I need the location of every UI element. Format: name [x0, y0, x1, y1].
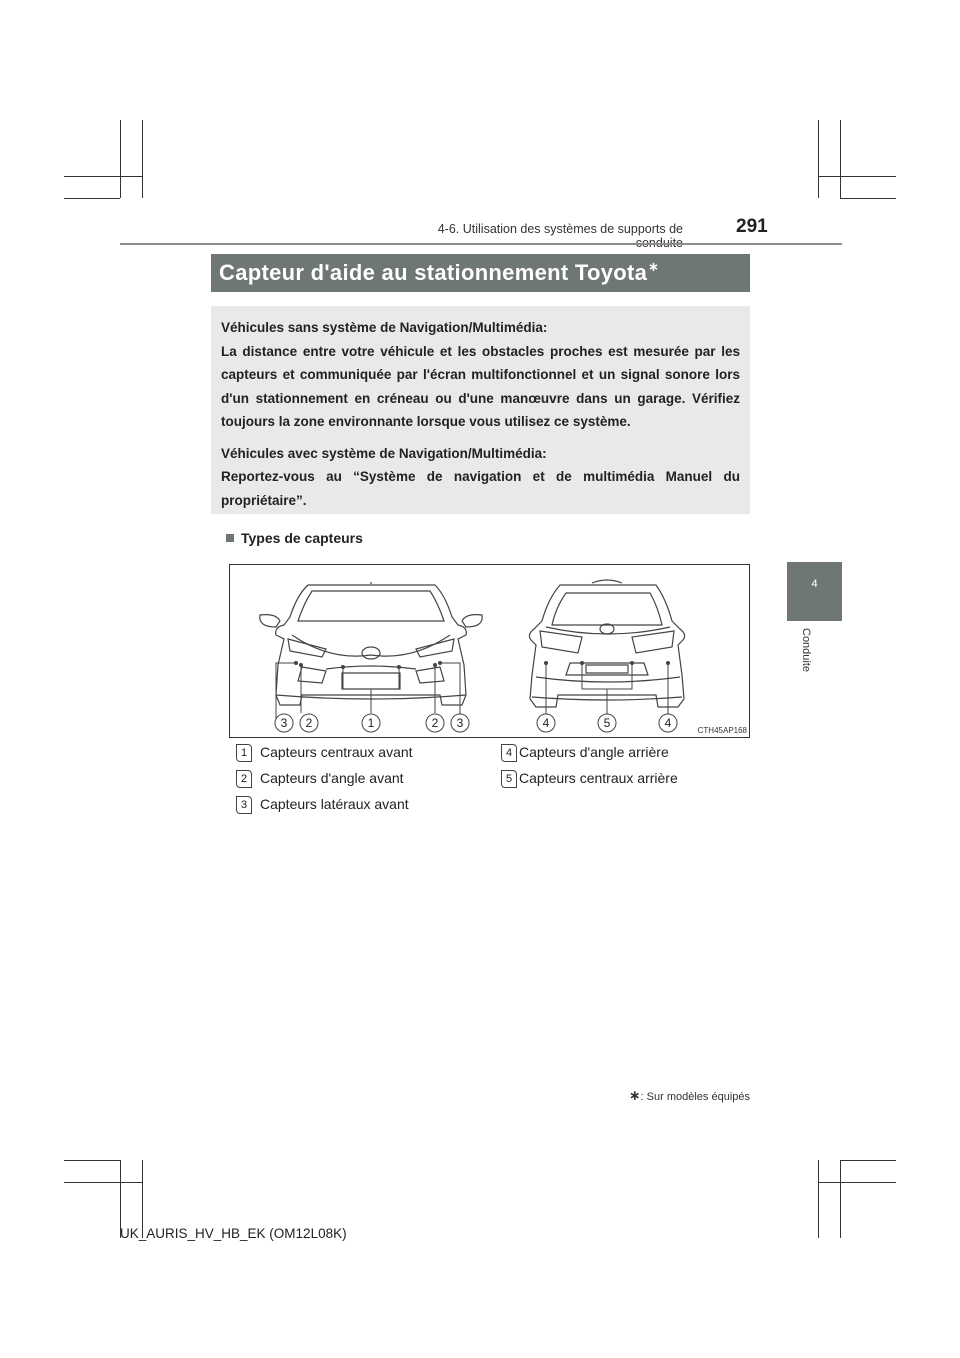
crop-mark: [840, 120, 841, 198]
crop-mark: [840, 1160, 896, 1161]
callout-label: 4: [664, 716, 672, 730]
document-code: UK_AURIS_HV_HB_EK (OM12L08K): [120, 1226, 347, 1241]
car-illustration: [230, 565, 749, 737]
front-car-icon: [260, 583, 482, 705]
crop-mark: [818, 1160, 819, 1238]
legend-item-2: [236, 770, 404, 788]
info-para1-body: La distance entre votre véhicule et les obstacles proches est mesurée par les capteurs et communiquée par l'écran multifonctionnel et un signal sonore lors d'un stationnement en créneau ou d'une manœuvre dans un garage. Vérifiez toujours la zone environnante lorsque vous utilisez ce système.: [221, 343, 740, 429]
legend-label: Capteurs d'angle arrière: [519, 744, 669, 760]
legend-number: 1: [236, 744, 252, 762]
header-rule: [120, 243, 842, 245]
legend-item-5: [501, 770, 678, 788]
info-box: [211, 306, 750, 514]
legend-label: Capteurs latéraux avant: [260, 796, 409, 812]
square-bullet-icon: [226, 534, 234, 542]
legend-number: 3: [236, 796, 252, 814]
info-para2-heading: Véhicules avec système de Navigation/Multimédia:: [221, 445, 547, 461]
page-number: 291: [736, 216, 768, 237]
title-asterisk: ∗: [648, 259, 660, 274]
legend-item-4: [501, 744, 669, 762]
chapter-tab[interactable]: [787, 562, 842, 621]
subsection-heading: [226, 530, 363, 546]
info-para2-body: Reportez-vous au “Système de navigation et de multimédia Manuel du propriétaire”.: [221, 469, 740, 508]
crop-mark: [818, 120, 819, 198]
crop-mark: [64, 198, 120, 199]
figure-code: CTH45AP168: [697, 726, 747, 735]
info-paragraph-2: [221, 442, 740, 513]
crop-mark: [64, 1182, 142, 1183]
footnote-asterisk: ∗: [628, 1087, 641, 1103]
crop-mark: [840, 1160, 841, 1238]
callout-label: 3: [280, 716, 288, 730]
legend-number: 2: [236, 770, 252, 788]
legend-item-3: [236, 796, 409, 814]
chapter-number: 4: [811, 578, 818, 590]
callout-label: 5: [603, 716, 611, 730]
legend-label: Capteurs centraux avant: [260, 744, 413, 760]
legend-number: 5: [501, 770, 517, 788]
legend-label: Capteurs d'angle avant: [260, 770, 404, 786]
info-para1-heading: Véhicules sans système de Navigation/Multimédia:: [221, 320, 548, 335]
callout-label: 2: [431, 716, 439, 730]
crop-mark: [840, 198, 896, 199]
info-paragraph-1: [221, 316, 740, 434]
title-text: Capteur d'aide au stationnement Toyota: [219, 260, 648, 285]
callout-label: 2: [305, 716, 313, 730]
callout-label: 3: [456, 716, 464, 730]
page-title: [211, 254, 750, 292]
crop-mark: [818, 1182, 896, 1183]
subsection-heading-text: Types de capteurs: [241, 530, 363, 546]
section-heading: 4-6. Utilisation des systèmes de supports de: [437, 222, 683, 236]
legend-label: Capteurs centraux arrière: [519, 770, 678, 786]
crop-mark: [818, 176, 896, 177]
sensor-figure: [229, 564, 750, 738]
legend-item-1: [236, 744, 413, 762]
legend-number: 4: [501, 744, 517, 762]
callout-label: 1: [367, 716, 375, 730]
footnote: [604, 1087, 750, 1104]
crop-mark: [142, 120, 143, 198]
rear-car-icon: [529, 580, 684, 707]
chapter-label: Conduite: [800, 628, 812, 673]
callout-label: 4: [542, 716, 550, 730]
crop-mark: [64, 1160, 120, 1161]
footnote-text: : Sur modèles équipés: [640, 1091, 750, 1103]
crop-mark: [120, 120, 121, 198]
crop-mark: [64, 176, 142, 177]
